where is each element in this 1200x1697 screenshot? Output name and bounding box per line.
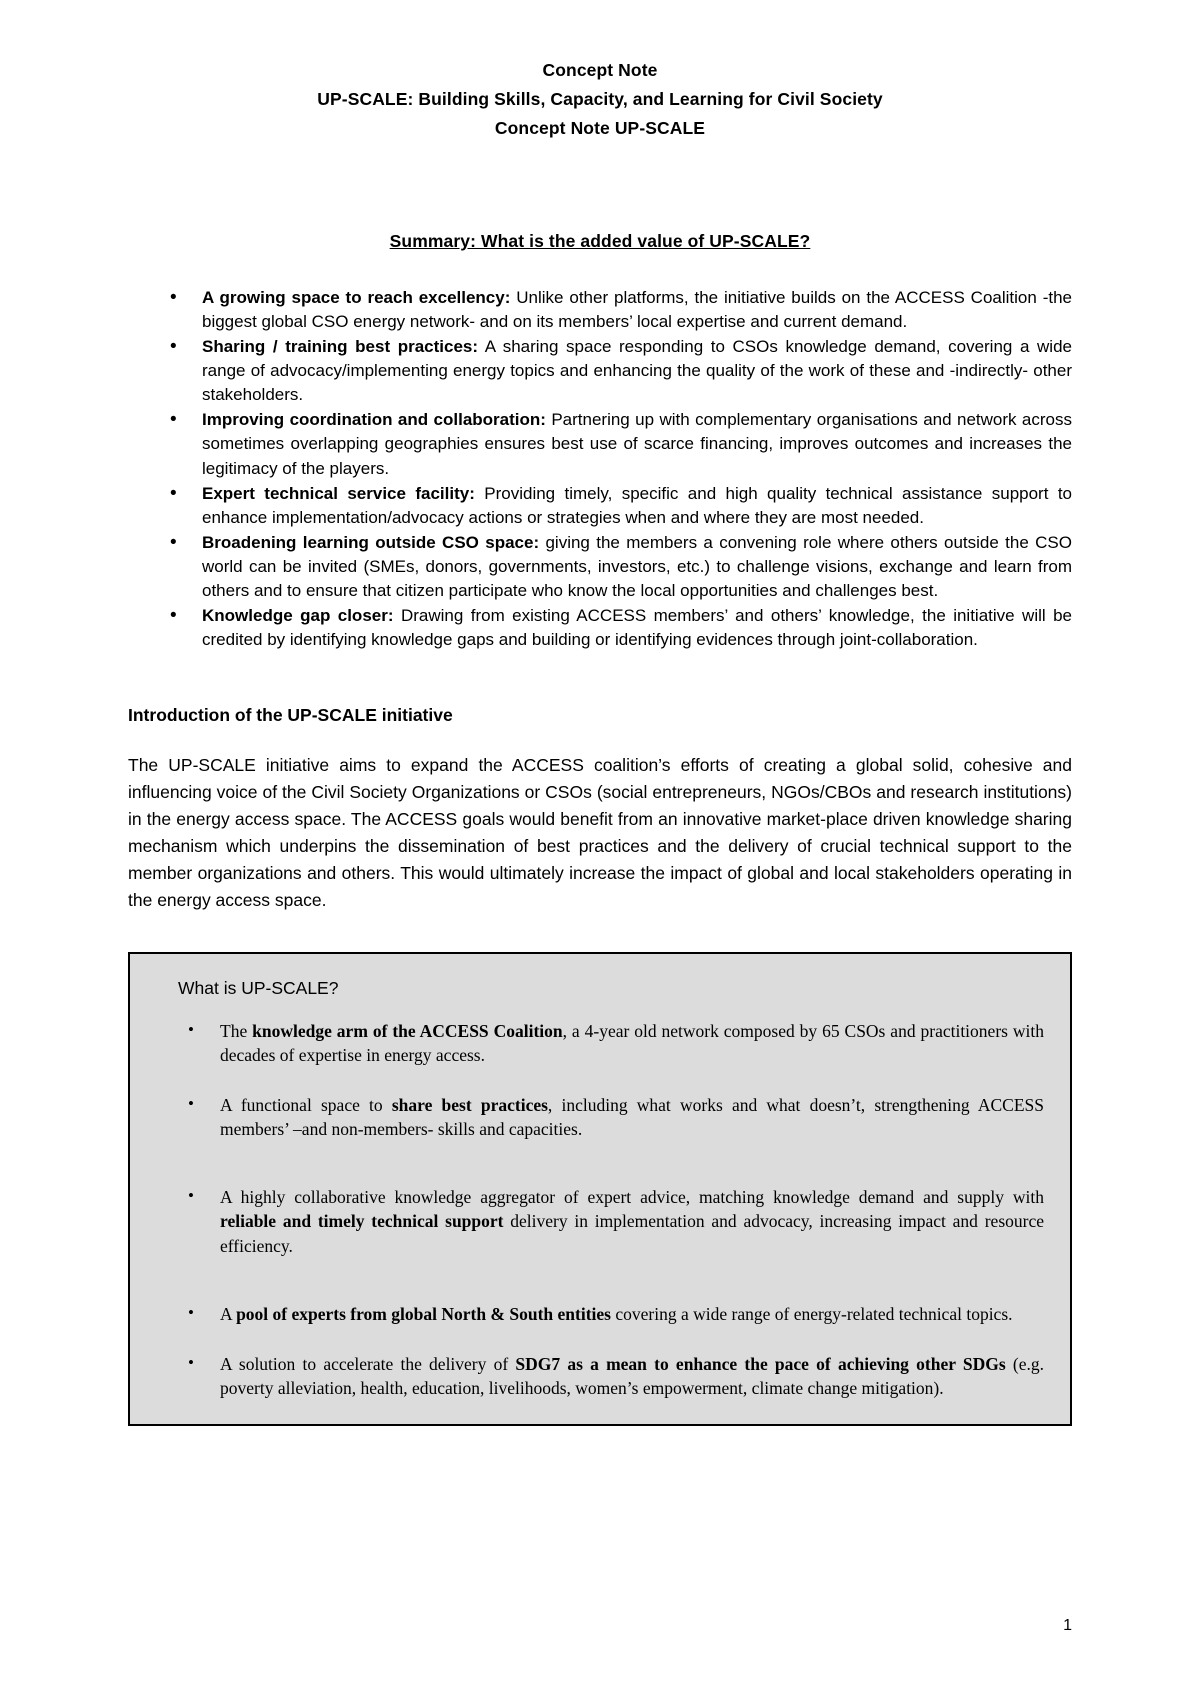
bullet-text-pre: A solution to accelerate the delivery of (220, 1353, 516, 1374)
bullet-lead: Improving coordination and collaboration: (202, 410, 546, 430)
callout-box (128, 952, 1072, 1426)
header-line-subtitle: UP-SCALE: Building Skills, Capacity, and Learning for Civil Society (317, 88, 883, 109)
document-header (128, 56, 1072, 143)
bullet-text-post: covering a wide range of energy-related technical topics. (611, 1303, 1013, 1324)
list-item (182, 1185, 1044, 1257)
introduction-paragraph: The UP-SCALE initiative aims to expand the ACCESS coalition’s efforts of creating a global solid, cohesive and influencing voice of the Civil Society Organizations or CSOs (social entrepreneurs, NGOs/CBOs and research institutions) in the energy access space. The ACCESS goals would benefit from an innovative market-place driven knowledge sharing mechanism which underpins the dissemination of best practices and the delivery of crucial technical support to the member organizations and others. This would ultimately increase the impact of global and local stakeholders operating in the energy access space. (128, 754, 1072, 911)
list-item (168, 482, 1072, 530)
summary-bullet-list (128, 286, 1072, 653)
bullet-text-bold: SDG7 as a mean to enhance the pace of achieving other SDGs (515, 1353, 1006, 1374)
list-item (182, 1352, 1044, 1400)
bullet-lead: Broadening learning outside CSO space: (202, 532, 540, 552)
bullet-text-pre: A functional space to (220, 1095, 392, 1116)
callout-bullet-list (156, 1019, 1044, 1400)
bullet-text: Partnering up with complementary organisations and network across sometimes overlapping geographies ensures best use of scarce financing, improves outcomes and increases the legitimacy of the players. (202, 410, 1072, 478)
list-item (182, 1302, 1044, 1326)
bullet-text-pre: A (220, 1303, 237, 1324)
bullet-text-bold: knowledge arm of the ACCESS Coalition (252, 1020, 563, 1041)
header-line-title: Concept Note (542, 60, 658, 80)
list-item (182, 1019, 1044, 1067)
list-item (182, 1093, 1044, 1141)
list-item (168, 286, 1072, 334)
list-item (168, 531, 1072, 603)
header-line-reference: Concept Note UP-SCALE (494, 117, 706, 138)
bullet-lead: Knowledge gap closer: (202, 606, 394, 626)
list-item (168, 408, 1072, 480)
callout-title: What is UP-SCALE? (178, 978, 339, 999)
summary-heading: Summary: What is the added value of UP-SCALE? (389, 230, 811, 251)
page-number: 1 (1063, 1617, 1072, 1634)
bullet-text: A sharing space responding to CSOs knowledge demand, covering a wide range of advocacy/implementing energy topics and enhancing the quality of the work of these and -indirectly- other stakeholders. (202, 336, 1072, 405)
bullet-text-bold: pool of experts from global North & South entities (236, 1303, 611, 1324)
bullet-text: giving the members a convening role where others outside the CSO world can be invited (SMEs, donors, governments, investors, etc.) to challenge visions, exchange and learn from others and to ensure that citizen participate who know the local opportunities and challenges best. (202, 532, 1072, 601)
bullet-lead: Sharing / training best practices: (202, 336, 479, 356)
bullet-text: Unlike other platforms, the initiative builds on the ACCESS Coalition -the biggest global CSO energy network- and on its members’ local expertise and current demand. (202, 287, 1072, 331)
bullet-text: Providing timely, specific and high quality technical assistance support to enhance implementation/advocacy actions or strategies when and where they are most needed. (202, 483, 1072, 527)
bullet-text-pre: A highly collaborative knowledge aggregator of expert advice, matching knowledge demand and supply with (220, 1187, 1044, 1208)
list-item (168, 604, 1072, 652)
bullet-text: Drawing from existing ACCESS members’ and others’ knowledge, the initiative will be credited by identifying knowledge gaps and building or identifying evidences through joint-collaboration. (202, 606, 1073, 650)
bullet-text-bold: share best practices (391, 1095, 548, 1116)
bullet-text-pre: The (220, 1020, 253, 1041)
bullet-text-post: , including what works and what doesn’t, strengthening ACCESS members’ –and non-members- skills and capacities. (220, 1095, 1044, 1140)
list-item (168, 335, 1072, 407)
introduction-heading: Introduction of the UP-SCALE initiative (128, 704, 453, 725)
bullet-lead: A growing space to reach excellency: (202, 287, 511, 307)
bullet-text-post: , a 4-year old network composed by 65 CSOs and practitioners with decades of expertise in energy access. (220, 1020, 1044, 1065)
bullet-text-post: (e.g. poverty alleviation, health, education, livelihoods, women’s empowerment, climate change mitigation). (220, 1353, 1044, 1399)
bullet-text-bold: reliable and timely technical support (220, 1211, 504, 1232)
bullet-text-post: delivery in implementation and advocacy, increasing impact and resource efficiency. (220, 1211, 1044, 1256)
bullet-lead: Expert technical service facility: (202, 483, 475, 503)
